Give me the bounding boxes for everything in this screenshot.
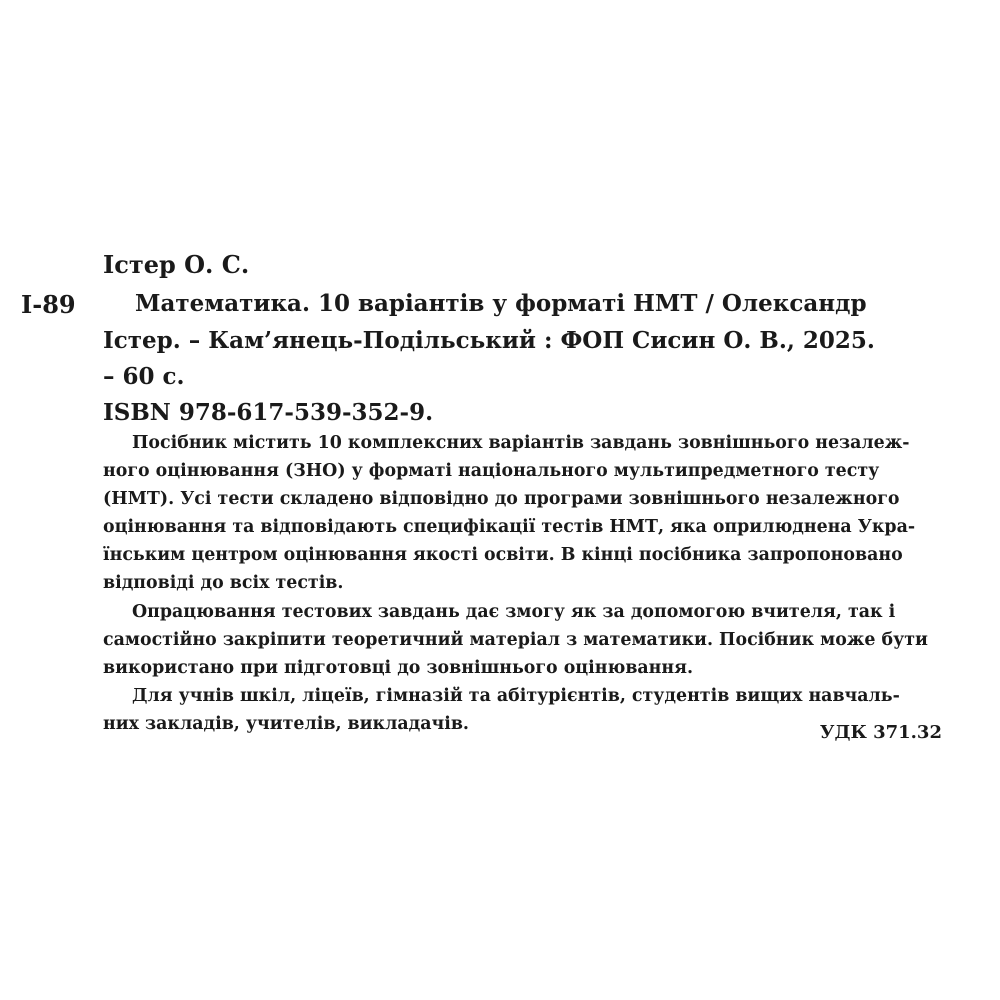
isbn: ISBN 978-617-539-352-9.: [103, 399, 434, 426]
abstract-line: Посібник містить 10 комплексних варіантів завдань зовнішнього незалеж-: [132, 433, 910, 453]
bibliographic-line-1: Математика. 10 варіантів у форматі НМТ / Олександр: [135, 290, 867, 317]
bibliographic-line-3: – 60 с.: [103, 363, 185, 390]
udk-code: УДК 371.32: [819, 722, 942, 743]
abstract-line: самостійно закріпити теоретичний матеріал з математики. Посібник може бути: [103, 630, 928, 650]
abstract-line: Опрацювання тестових завдань дає змогу як за допомогою вчителя, так і: [132, 602, 896, 622]
abstract-line: ного оцінювання (ЗНО) у форматі національного мультипредметного тесту: [103, 461, 880, 481]
abstract-line: використано при підготовці до зовнішнього оцінювання.: [103, 658, 694, 678]
catalog-code: І-89: [21, 290, 76, 319]
abstract-line: Для учнів шкіл, ліцеїв, гімназій та абітурієнтів, студентів вищих навчаль-: [132, 686, 900, 706]
author-name: Істер О. С.: [103, 250, 250, 279]
abstract-line: оцінювання та відповідають специфікації тестів НМТ, яка оприлюднена Укра-: [103, 517, 916, 537]
abstract-line: їнським центром оцінювання якості освіти. В кінці посібника запропоновано: [103, 545, 903, 565]
abstract-line: (НМТ). Усі тести складено відповідно до програми зовнішнього незалежного: [103, 489, 900, 509]
abstract-line: них закладів, учителів, викладачів.: [103, 714, 469, 734]
bibliographic-line-2: Істер. – Кам’янець-Подільський : ФОП Сисин О. В., 2025.: [103, 327, 875, 354]
abstract-line: відповіді до всіх тестів.: [103, 573, 344, 593]
